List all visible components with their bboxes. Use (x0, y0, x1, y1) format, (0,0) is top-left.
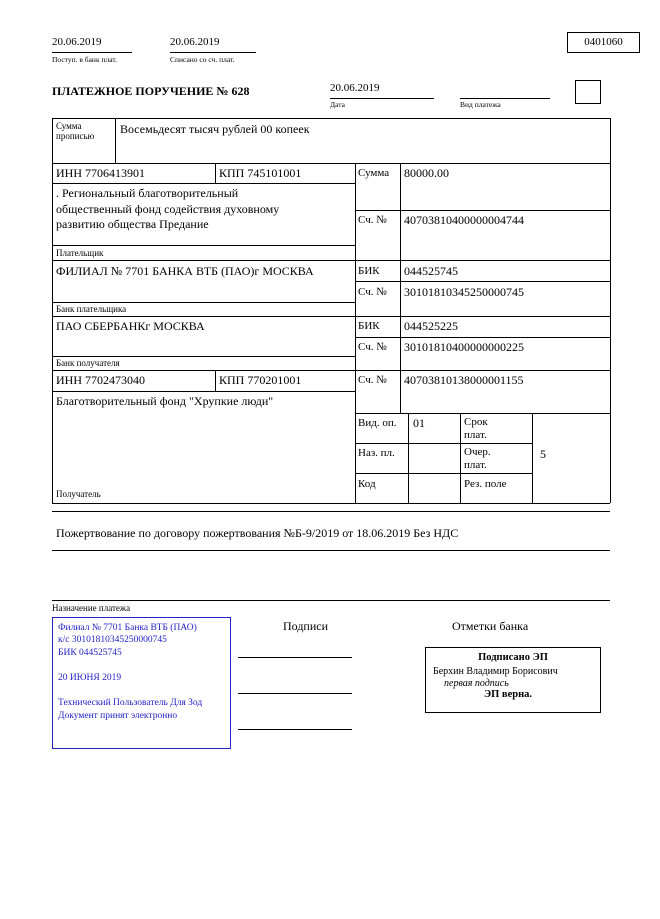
amount-value: 80000.00 (404, 166, 449, 180)
rule-payer-name (52, 245, 355, 246)
divider-subtable-3 (532, 413, 533, 503)
payee-name: Благотворительный фонд "Хрупкие люди" (56, 394, 274, 408)
rule-payerbank-section (52, 316, 610, 317)
rez-pole-label: Рез. поле (464, 478, 507, 490)
rule-sum-bottom (52, 163, 610, 164)
table-border-left (52, 118, 53, 503)
amount-label: Сумма (358, 167, 390, 179)
divider-main-middle (355, 163, 356, 503)
kod-label: Код (358, 478, 376, 490)
payer-inn: ИНН 7706413901 (56, 166, 145, 180)
rule-purpose-top (52, 511, 610, 512)
rule-payee-inn (52, 391, 355, 392)
srok-plat-label: Срок плат. (464, 416, 488, 441)
signature-line-1 (238, 657, 352, 658)
bank-stamp-date: 20 ИЮНЯ 2019 (58, 673, 122, 684)
divider-payer-inn-kpp (215, 163, 216, 183)
rule-payer-inn (52, 183, 355, 184)
rule-subtable-row2 (355, 473, 532, 474)
amount-words-value: Восемьдесят тысяч рублей 00 копеек (120, 122, 310, 136)
rule-amount (355, 210, 610, 211)
payer-section-label: Плательщик (56, 248, 104, 258)
divider-payee-inn-kpp (215, 370, 216, 391)
payment-type-field (460, 82, 550, 99)
ocher-plat-label: Очер. плат. (464, 446, 491, 471)
rule-purpose-middle (52, 550, 610, 551)
bank-stamp-line: Филиал № 7701 Банка ВТБ (ПАО) (58, 623, 197, 633)
payment-purpose-text: Пожертвование по договору пожертвования №Б-9/2019 от 18.06.2019 Без НДС (56, 526, 459, 540)
rule-payeebank-name (52, 356, 355, 357)
first-signature-note: первая подпись (444, 678, 509, 689)
signature-line-3 (238, 729, 352, 730)
payee-bank-section-label: Банк получателя (56, 358, 120, 368)
rule-payer-section (52, 260, 610, 261)
payer-bank-account-label: Сч. № (358, 286, 387, 298)
bank-stamp-accepted: Документ принят электронно (58, 710, 178, 721)
payee-kpp: КПП 770201001 (219, 373, 302, 387)
date-label: Дата (330, 100, 345, 109)
payee-bank-account-label: Сч. № (358, 341, 387, 353)
payee-bank-bik-label: БИК (358, 320, 380, 332)
payee-inn: ИНН 7702473040 (56, 373, 145, 387)
signature-line-2 (238, 693, 352, 694)
received-in-bank-label: Поступ. в банк плат. (52, 55, 117, 64)
rule-payerbank-bik (355, 281, 610, 282)
payee-account-label: Сч. № (358, 374, 387, 386)
received-in-bank-date: 20.06.2019 (52, 36, 132, 53)
bank-marks-label: Отметки банка (452, 619, 529, 633)
signer-name: Берхин Владимир Борисович (433, 666, 558, 677)
form-code-box: 0401060 (567, 32, 640, 53)
payee-bank-account: 30101810400000000225 (404, 340, 524, 354)
rule-purpose-bottom (52, 600, 610, 601)
payer-bank-name: ФИЛИАЛ № 7701 БАНКА ВТБ (ПАО)г МОСКВА (56, 264, 314, 278)
payer-bank-bik: 044525745 (404, 264, 458, 278)
document-date: 20.06.2019 (330, 82, 434, 99)
payee-bank-bik: 044525225 (404, 319, 458, 333)
vid-op-label: Вид. оп. (358, 417, 397, 429)
document-title: ПЛАТЕЖНОЕ ПОРУЧЕНИЕ № 628 (52, 84, 250, 98)
bank-stamp-line: к/с 30101810345250000745 (58, 635, 167, 646)
rule-subtable-top (355, 413, 610, 414)
payee-bank-name: ПАО СБЕРБАНКг МОСКВА (56, 319, 205, 333)
bank-marks-box (425, 647, 601, 713)
payer-account-label: Сч. № (358, 214, 387, 226)
payment-type-label: Вид платежа (460, 100, 501, 109)
vid-op-value: 01 (413, 416, 425, 430)
signatures-label: Подписи (283, 619, 329, 633)
payer-bank-bik-label: БИК (358, 265, 380, 277)
rule-payeebank-bik (355, 337, 610, 338)
payer-bank-account: 30101810345250000745 (404, 285, 524, 299)
table-border-top (52, 118, 610, 119)
table-border-right (610, 118, 611, 503)
status-box (575, 80, 601, 104)
rule-payerbank-name (52, 302, 355, 303)
payer-kpp: КПП 745101001 (219, 166, 302, 180)
ep-valid-note: ЭП верна. (484, 689, 533, 700)
table-border-bottom (52, 503, 610, 504)
bank-stamp (52, 617, 231, 749)
debited-from-account-label: Списано со сч. плат. (170, 55, 235, 64)
signed-by-ep-title: Подписано ЭП (478, 652, 548, 663)
payer-name: . Региональный благотворительный общественный фонд содействия духовному развитию общества Предание (56, 186, 280, 232)
naz-pl-label: Наз. пл. (358, 447, 395, 459)
amount-words-label: Сумма прописью (56, 121, 95, 142)
payment-purpose-label: Назначение платежа (52, 603, 131, 613)
divider-subtable-2 (460, 413, 461, 503)
payee-account: 40703810138000001155 (404, 373, 524, 387)
rule-subtable-row1 (355, 443, 532, 444)
rule-payeebank-section (52, 370, 610, 371)
payer-bank-section-label: Банк плательщика (56, 304, 127, 314)
payer-account: 40703810400000004744 (404, 213, 524, 227)
bank-stamp-operator: Технический Пользователь Для Зод (58, 698, 203, 709)
ocher-plat-value: 5 (540, 447, 546, 461)
divider-field-labels (400, 163, 401, 413)
debited-from-account-date: 20.06.2019 (170, 36, 256, 53)
payee-section-label: Получатель (56, 489, 101, 499)
divider-subtable-1 (408, 413, 409, 503)
divider-sum-label (115, 118, 116, 163)
bank-stamp-line: БИК 044525745 (58, 647, 122, 658)
